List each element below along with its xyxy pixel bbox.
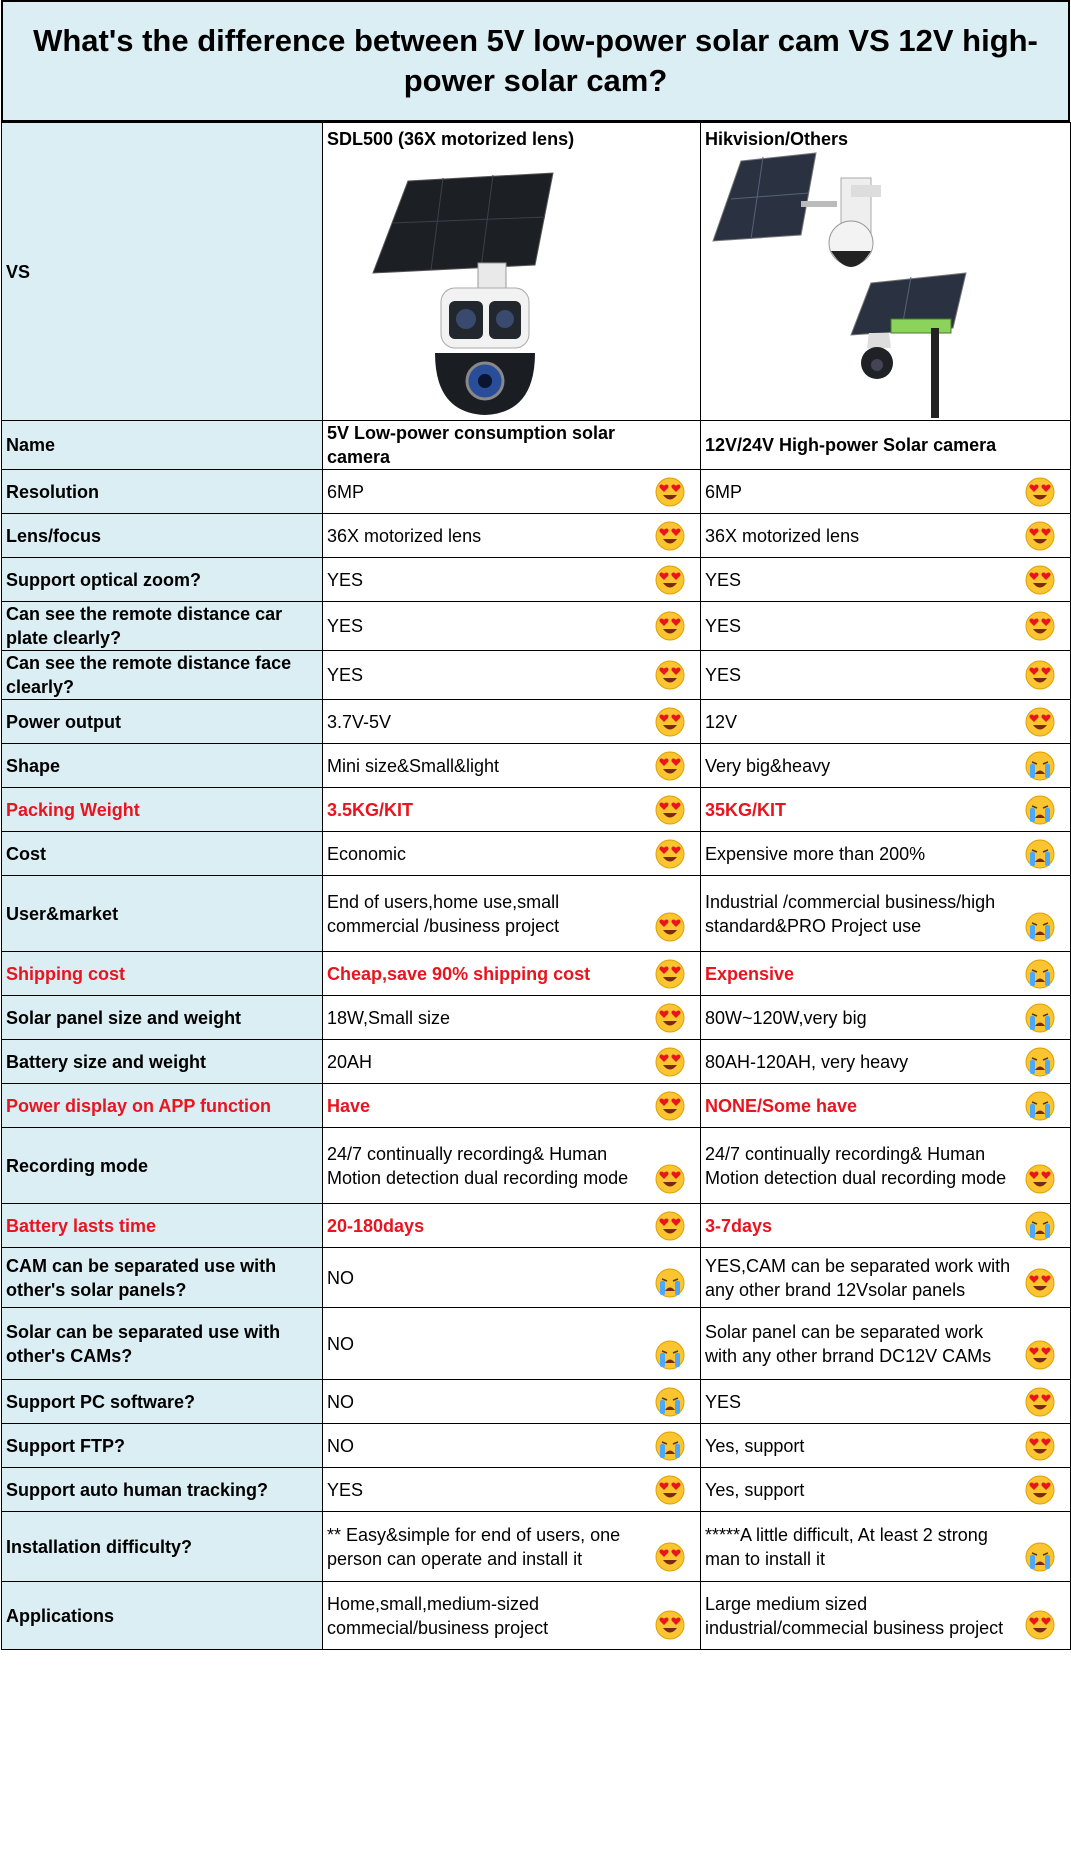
row-label: Solar can be separated use with other's CAMs? [2,1308,323,1380]
cell-text: 18W,Small size [327,1007,451,1028]
heart-eyes-icon [654,958,686,990]
heart-eyes-icon [654,564,686,596]
row-label: Cost [2,832,323,876]
row-label: Installation difficulty? [2,1512,323,1582]
crying-face-icon [1024,838,1056,870]
cell-text: YES [327,569,364,590]
heart-eyes-icon [654,838,686,870]
heart-eyes-icon [654,1002,686,1034]
heart-eyes-icon [1024,476,1056,508]
crying-face-icon [1024,911,1056,943]
table-row [2,832,1071,876]
row-label: Shape [2,744,323,788]
crying-face-icon [654,1430,686,1462]
cell-text: 35KG/KIT [705,799,787,820]
row-label: Can see the remote distance car plate clearly? [2,602,323,651]
table-row [2,1424,1071,1468]
sdl500-value-cell [323,700,701,744]
heart-eyes-icon [1024,1267,1056,1299]
table-row [2,1582,1071,1650]
cell-text: YES [705,1391,742,1412]
heart-eyes-icon [1024,659,1056,691]
table-row [2,651,1071,700]
hikvision-value-cell [701,1308,1071,1380]
cell-text: 12V [705,711,738,732]
cell-text: End of users,home use,small commercial /business project [327,891,560,936]
cell-text: YES [327,1479,364,1500]
heart-eyes-icon [654,911,686,943]
cell-text: 3-7days [705,1215,773,1236]
heart-eyes-icon [654,476,686,508]
cell-text: *****A little difficult, At least 2 strong man to install it [705,1524,988,1569]
sdl500-value-cell [323,1128,701,1204]
hikvision-value-cell [701,1512,1071,1582]
table-row [2,1204,1071,1248]
table-row [2,1308,1071,1380]
cell-text: Yes, support [705,1479,805,1500]
table-row [2,744,1071,788]
cell-text: Home,small,medium-sized commecial/business project [327,1593,549,1638]
crying-face-icon [1024,1046,1056,1078]
crying-face-icon [1024,1090,1056,1122]
table-row [2,1468,1071,1512]
cell-text: 6MP [327,481,365,502]
cell-text: 36X motorized lens [705,525,860,546]
hikvision-value-cell [701,996,1071,1040]
table-row [2,1512,1071,1582]
sdl500-value-cell [323,1204,701,1248]
cell-text: Solar panel can be separated work with any other brrand DC12V CAMs [705,1321,992,1366]
sdl500-value-cell [323,832,701,876]
row-label: Support auto human tracking? [2,1468,323,1512]
heart-eyes-icon [654,1046,686,1078]
heart-eyes-icon [654,1090,686,1122]
crying-face-icon [654,1267,686,1299]
sdl500-value-cell [323,651,701,700]
cell-text: NONE/Some have [705,1095,858,1116]
row-label: Name [2,421,323,470]
heart-eyes-icon [1024,1474,1056,1506]
sdl500-value-cell [323,952,701,996]
cell-text: NO [327,1333,354,1354]
table-row [2,1084,1071,1128]
crying-face-icon [1024,1210,1056,1242]
cell-text: 12V/24V High-power Solar camera [705,435,997,455]
heart-eyes-icon [1024,706,1056,738]
table-row [2,421,1071,470]
cell-text: Mini size&Small&light [327,755,500,776]
hikvision-header-cell [701,123,1071,421]
row-label: Support PC software? [2,1380,323,1424]
table-row [2,602,1071,651]
sdl500-value-cell [323,1040,701,1084]
row-label: Battery lasts time [2,1204,323,1248]
hikvision-value-cell [701,700,1071,744]
row-label: Can see the remote distance face clearly? [2,651,323,700]
row-label: User&market [2,876,323,952]
hikvision-value-cell [701,602,1071,651]
heart-eyes-icon [654,659,686,691]
hikvision-value-cell [701,1084,1071,1128]
sdl500-value-cell [323,1308,701,1380]
hikvision-value-cell [701,514,1071,558]
header-row [2,123,1071,421]
sdl500-value-cell [323,1468,701,1512]
heart-eyes-icon [654,706,686,738]
sdl500-value-cell [323,558,701,602]
hikvision-value-cell [701,1468,1071,1512]
table-row [2,514,1071,558]
row-label: Packing Weight [2,788,323,832]
table-row [2,1040,1071,1084]
sdl500-value-cell [323,470,701,514]
table-row [2,1128,1071,1204]
hikvision-header-label: Hikvision/Others [705,129,849,149]
table-row [2,788,1071,832]
table-row [2,952,1071,996]
row-label: Battery size and weight [2,1040,323,1084]
hikvision-value-cell [701,832,1071,876]
cell-text: NO [327,1391,354,1412]
sdl500-camera-image [323,123,701,421]
cell-text: 6MP [705,481,743,502]
sdl500-value-cell [323,788,701,832]
cell-text: ** Easy&simple for end of users, one person can operate and install it [327,1524,621,1569]
heart-eyes-icon [1024,1163,1056,1195]
row-label: Applications [2,1582,323,1650]
cell-text: Industrial /commercial business/high standard&PRO Project use [705,891,996,936]
crying-face-icon [1024,750,1056,782]
cell-text: YES [327,616,364,636]
sdl500-value-cell [323,1424,701,1468]
hikvision-value-cell [701,651,1071,700]
hikvision-value-cell [701,421,1071,470]
heart-eyes-icon [654,1541,686,1573]
row-label: Shipping cost [2,952,323,996]
sdl500-value-cell [323,1084,701,1128]
crying-face-icon [654,1386,686,1418]
heart-eyes-icon [654,794,686,826]
sdl500-value-cell [323,1512,701,1582]
row-label: Support optical zoom? [2,558,323,602]
sdl500-value-cell [323,514,701,558]
hikvision-value-cell [701,470,1071,514]
hikvision-value-cell [701,744,1071,788]
hikvision-value-cell [701,1424,1071,1468]
cell-text: Expensive more than 200% [705,843,926,864]
hikvision-value-cell [701,788,1071,832]
hikvision-value-cell [701,558,1071,602]
crying-face-icon [1024,958,1056,990]
sdl500-value-cell [323,1248,701,1308]
sdl500-value-cell [323,996,701,1040]
cell-text: 20-180days [327,1215,425,1236]
sdl500-value-cell [323,876,701,952]
comparison-sheet [1,0,1070,1650]
heart-eyes-icon [1024,610,1056,642]
heart-eyes-icon [654,1163,686,1195]
row-label: Resolution [2,470,323,514]
hikvision-value-cell [701,1204,1071,1248]
hikvision-camera-image [701,123,1071,421]
sdl500-header-label: SDL500 (36X motorized lens) [327,129,575,149]
cell-text: 80W~120W,very big [705,1007,867,1028]
heart-eyes-icon [654,520,686,552]
hikvision-value-cell [701,1128,1071,1204]
table-row [2,1248,1071,1308]
hikvision-value-cell [701,876,1071,952]
cell-text: Cheap,save 90% shipping cost [327,963,591,984]
cell-text: YES [705,665,742,685]
sdl500-value-cell [323,602,701,651]
heart-eyes-icon [654,750,686,782]
cell-text: YES [705,569,742,590]
table-row [2,996,1071,1040]
cell-text: Economic [327,843,407,864]
sdl500-value-cell [323,1380,701,1424]
cell-text: 80AH-120AH, very heavy [705,1051,909,1072]
heart-eyes-icon [1024,1339,1056,1371]
table-row [2,876,1071,952]
page-title: What's the difference between 5V low-power solar cam VS 12V high-power solar cam? [1,0,1070,122]
cell-text: YES [327,665,364,685]
cell-text: Yes, support [705,1435,805,1456]
heart-eyes-icon [654,1210,686,1242]
hikvision-value-cell [701,1248,1071,1308]
cell-text: Have [327,1095,371,1116]
row-label: CAM can be separated use with other's solar panels? [2,1248,323,1308]
table-row [2,558,1071,602]
row-label: Recording mode [2,1128,323,1204]
heart-eyes-icon [654,1474,686,1506]
cell-text: Very big&heavy [705,755,831,776]
cell-text: 20AH [327,1051,373,1072]
cell-text: YES [705,616,742,636]
cell-text: 3.5KG/KIT [327,799,414,820]
cell-text: 3.7V-5V [327,711,392,732]
hikvision-value-cell [701,1380,1071,1424]
cell-text: Large medium sized industrial/commecial business project [705,1593,1004,1638]
crying-face-icon [1024,1541,1056,1573]
table-row [2,700,1071,744]
cell-text: 36X motorized lens [327,525,482,546]
heart-eyes-icon [1024,564,1056,596]
cell-text: 5V Low-power consumption solar camera [327,423,616,467]
hikvision-value-cell [701,1582,1071,1650]
sdl500-value-cell [323,744,701,788]
cell-text: NO [327,1267,354,1288]
table-row [2,470,1071,514]
comparison-table [1,122,1071,1650]
row-label: Solar panel size and weight [2,996,323,1040]
sdl500-header-cell [323,123,701,421]
cell-text: Expensive [705,963,795,984]
heart-eyes-icon [1024,1609,1056,1641]
row-label: Support FTP? [2,1424,323,1468]
heart-eyes-icon [654,1609,686,1641]
sdl500-value-cell [323,421,701,470]
crying-face-icon [654,1339,686,1371]
heart-eyes-icon [1024,520,1056,552]
hikvision-value-cell [701,952,1071,996]
hikvision-value-cell [701,1040,1071,1084]
heart-eyes-icon [1024,1386,1056,1418]
row-label: Power output [2,700,323,744]
cell-text: NO [327,1435,354,1456]
cell-text: YES,CAM can be separated work with any other brand 12Vsolar panels [705,1255,1011,1300]
vs-label: VS [2,123,323,421]
heart-eyes-icon [654,610,686,642]
cell-text: 24/7 continually recording& Human Motion detection dual recording mode [327,1143,629,1188]
cell-text: 24/7 continually recording& Human Motion detection dual recording mode [705,1143,1007,1188]
table-row [2,1380,1071,1424]
crying-face-icon [1024,1002,1056,1034]
crying-face-icon [1024,794,1056,826]
heart-eyes-icon [1024,1430,1056,1462]
sdl500-value-cell [323,1582,701,1650]
row-label: Power display on APP function [2,1084,323,1128]
row-label: Lens/focus [2,514,323,558]
